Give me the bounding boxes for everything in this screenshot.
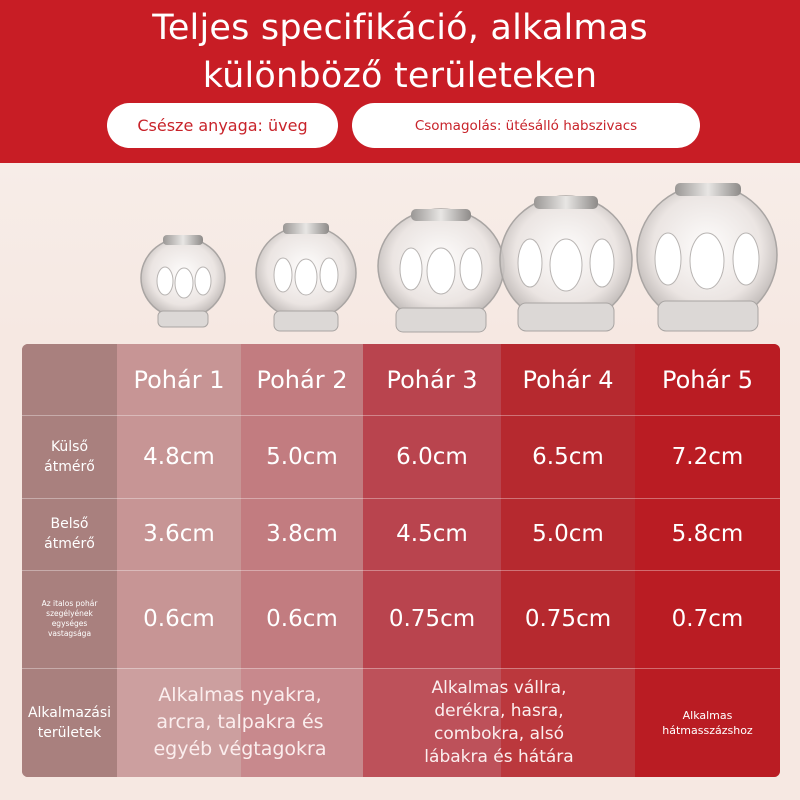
column-header-5: Pohár 5 [662,365,753,394]
table-cell: 6.5cm [532,443,604,470]
table-cell: 5.0cm [266,443,338,470]
application-line: derékra, hasra, [434,700,564,721]
row-label-outer-diameter [22,415,117,498]
table-cell: 0.75cm [388,606,476,632]
glass-cup-5 [637,183,777,331]
application-line: hátmasszázshoz [662,723,753,737]
column-header-2: Pohár 2 [256,365,348,394]
table-cell: 4.8cm [143,443,215,470]
row-label-line: Az italos pohár [41,599,98,608]
application-line: lábakra és hátára [424,746,574,767]
row-label-line: átmérő [44,536,95,552]
application-group-a [117,668,363,777]
cups-illustration [0,163,800,343]
application-line: arcra, talpakra és [156,711,324,733]
column-header-4: Pohár 4 [522,365,614,394]
glass-cup-1 [141,235,225,327]
row-label-application [22,668,117,777]
table-cell: 3.6cm [143,521,215,547]
row-label-line: szegélyének [46,609,93,618]
application-line: Alkalmas [682,708,733,722]
row-label-line: Belső [50,516,89,532]
row-label-line: Külső [50,438,89,455]
table-cell: 0.6cm [266,606,338,632]
table-cell: 5.0cm [532,521,604,547]
table-cell: 6.0cm [396,443,468,470]
row-label-line: egységes [51,619,88,628]
row-label-line: átmérő [44,458,95,475]
application-group-c [635,668,780,777]
glass-cup-2 [256,223,356,331]
title-line-2: különböző területeken [202,56,598,96]
application-line: Alkalmas vállra, [431,677,567,698]
column-header-1: Pohár 1 [133,365,225,394]
row-label-inner-diameter [22,498,117,570]
packaging-badge: Csomagolás: ütésálló habszivacs [352,103,700,148]
table-cell: 5.8cm [671,521,744,547]
title-line-1: Teljes specifikáció, alkalmas [152,8,648,48]
table-cell: 4.5cm [396,521,468,547]
row-label-line: területek [37,724,102,741]
column-header-3: Pohár 3 [386,365,478,394]
material-badge: Csésze anyaga: üveg [107,103,338,148]
application-line: Alkalmas nyakra, [158,684,322,706]
glass-cup-4 [500,196,632,331]
page-title [0,4,800,100]
product-photo [0,163,800,343]
header-banner [0,0,800,163]
row-label-line: Alkalmazási [27,704,112,721]
table-cell: 0.75cm [524,606,612,632]
table-cell: 0.7cm [671,606,744,632]
application-line: combokra, alsó [434,723,564,744]
application-group-b [363,668,635,777]
table-cell: 7.2cm [671,443,744,470]
table-cell: 0.6cm [143,606,215,632]
table-cell: 3.8cm [266,521,338,547]
spec-table [22,344,780,777]
row-label-line: vastagsága [47,629,92,638]
row-label-rim-thickness [22,570,117,668]
application-line: egyéb végtagokra [153,738,327,760]
glass-cup-3 [378,209,504,332]
